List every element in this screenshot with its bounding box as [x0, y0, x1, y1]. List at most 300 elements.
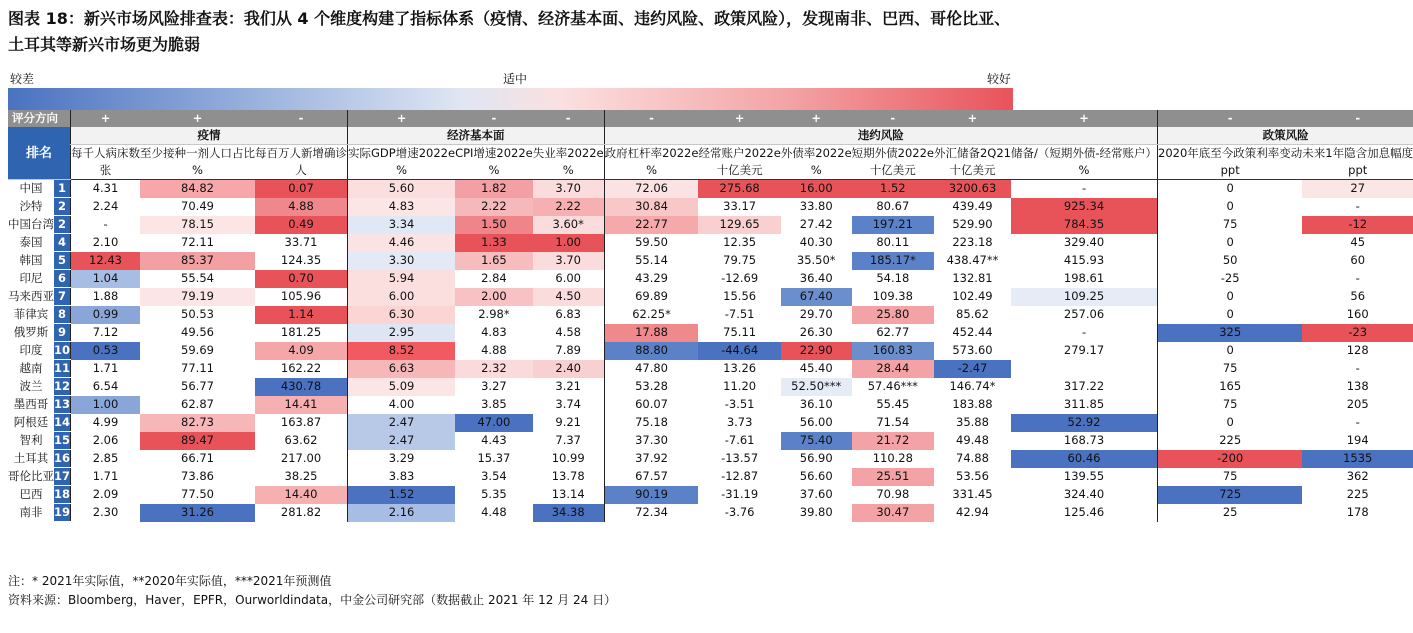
rank-cell: 16	[54, 450, 71, 468]
value-cell: 25	[1158, 504, 1303, 522]
value-cell: 2.16	[348, 504, 456, 522]
value-cell: 4.31	[71, 180, 141, 198]
rank-cell: 12	[54, 378, 71, 396]
value-cell: 62.87	[140, 396, 255, 414]
value-cell: 25.80	[852, 306, 934, 324]
rank-cell: 6	[54, 270, 71, 288]
value-cell: 72.11	[140, 234, 255, 252]
value-cell: -	[71, 216, 141, 234]
value-cell: 331.45	[934, 486, 1011, 504]
value-cell: 7.37	[533, 432, 604, 450]
page-title: 图表 18：新兴市场风险排查表：我们从 4 个维度构建了指标体系（疫情、经济基本面、违约风险、政策风险），发现南非、巴西、哥伦比亚、土耳其等新兴市场更为脆弱	[8, 9, 1011, 54]
value-cell: 82.73	[140, 414, 255, 432]
value-cell: 59.50	[604, 234, 698, 252]
value-cell: 56.60	[781, 468, 852, 486]
value-cell: 0	[1158, 234, 1303, 252]
value-cell: 15.37	[455, 450, 533, 468]
value-cell: -3.76	[698, 504, 780, 522]
value-cell: 28.44	[852, 360, 934, 378]
value-cell: 4.99	[71, 414, 141, 432]
value-cell: 79.19	[140, 288, 255, 306]
table-row	[8, 306, 1413, 324]
column-unit: 十亿美元	[934, 162, 1011, 180]
value-cell: 194	[1302, 432, 1413, 450]
direction-sign: +	[781, 110, 852, 127]
rank-cell: 19	[54, 504, 71, 522]
value-cell: 13.78	[533, 468, 604, 486]
value-cell: 72.34	[604, 504, 698, 522]
value-cell: 4.88	[255, 198, 348, 216]
value-cell: 55.54	[140, 270, 255, 288]
value-cell: 52.50***	[781, 378, 852, 396]
value-cell: 3.74	[533, 396, 604, 414]
value-cell: 109.38	[852, 288, 934, 306]
value-cell: 56.77	[140, 378, 255, 396]
value-cell: 573.60	[934, 342, 1011, 360]
value-cell: 1.33	[455, 234, 533, 252]
value-cell: 125.46	[1011, 504, 1158, 522]
value-cell: 1535	[1302, 450, 1413, 468]
value-cell: 2.95	[348, 324, 456, 342]
direction-sign: +	[698, 110, 780, 127]
value-cell: -7.51	[698, 306, 780, 324]
country-name: 菲律宾	[13, 307, 49, 321]
value-cell: -23	[1302, 324, 1413, 342]
value-cell: 257.06	[1011, 306, 1158, 324]
column-unit: %	[140, 162, 255, 180]
value-cell: 56.00	[781, 414, 852, 432]
direction-sign: +	[140, 110, 255, 127]
value-cell: 2.24	[71, 198, 141, 216]
value-cell: 2.10	[71, 234, 141, 252]
rank-cell: 14	[54, 414, 71, 432]
value-cell: 925.34	[1011, 198, 1158, 216]
value-cell: 4.00	[348, 396, 456, 414]
value-cell: 21.72	[852, 432, 934, 450]
column-unit: %	[1011, 162, 1158, 180]
direction-sign: +	[934, 110, 1011, 127]
value-cell: 22.90	[781, 342, 852, 360]
column-header: 每千人病床数	[71, 146, 141, 160]
value-cell: 3.54	[455, 468, 533, 486]
value-cell: 2.85	[71, 450, 141, 468]
table-row	[8, 288, 1413, 306]
value-cell: 54.18	[852, 270, 934, 288]
value-cell: 3.83	[348, 468, 456, 486]
value-cell: 1.71	[71, 468, 141, 486]
value-cell: 42.94	[934, 504, 1011, 522]
value-cell: 5.60	[348, 180, 456, 198]
value-cell: 4.48	[455, 504, 533, 522]
value-cell: 181.25	[255, 324, 348, 342]
risk-table	[8, 110, 1413, 522]
direction-sign: -	[533, 110, 604, 127]
table-row	[8, 450, 1413, 468]
direction-sign: +	[348, 110, 456, 127]
country-name: 印尼	[19, 271, 43, 285]
value-cell: 0	[1158, 342, 1303, 360]
value-cell: 198.61	[1011, 270, 1158, 288]
value-cell: 49.56	[140, 324, 255, 342]
unit-row	[8, 162, 1413, 180]
value-cell: 2.22	[533, 198, 604, 216]
value-cell: 223.18	[934, 234, 1011, 252]
value-cell: 105.96	[255, 288, 348, 306]
value-cell: 2.47	[348, 414, 456, 432]
country-name: 阿根廷	[13, 415, 49, 429]
table-row	[8, 180, 1413, 198]
table-row	[8, 396, 1413, 414]
group-row	[8, 127, 1413, 145]
value-cell: 37.60	[781, 486, 852, 504]
value-cell: 2.30	[71, 504, 141, 522]
value-cell: 3.27	[455, 378, 533, 396]
value-cell: 3.85	[455, 396, 533, 414]
value-cell: 9.21	[533, 414, 604, 432]
direction-label: 评分方向	[8, 110, 71, 127]
table-row	[8, 504, 1413, 522]
value-cell: 129.65	[698, 216, 780, 234]
value-cell: 4.43	[455, 432, 533, 450]
value-cell: 2.06	[71, 432, 141, 450]
value-cell: 75.11	[698, 324, 780, 342]
value-cell: -	[1302, 360, 1413, 378]
value-cell: 205	[1302, 396, 1413, 414]
value-cell: 14.40	[255, 486, 348, 504]
value-cell: 4.09	[255, 342, 348, 360]
column-header: 每百万人新增确诊	[255, 146, 348, 160]
column-header: CPI增速2022e	[455, 146, 533, 160]
rank-cell: 11	[54, 360, 71, 378]
rank-cell: 8	[54, 306, 71, 324]
value-cell: 47.80	[604, 360, 698, 378]
value-cell: -	[1302, 198, 1413, 216]
value-cell: 4.46	[348, 234, 456, 252]
rank-cell: 9	[54, 324, 71, 342]
value-cell: 138	[1302, 378, 1413, 396]
value-cell: 77.50	[140, 486, 255, 504]
value-cell: 6.54	[71, 378, 141, 396]
value-cell: 45.40	[781, 360, 852, 378]
value-cell: 35.50*	[781, 252, 852, 270]
rank-cell: 18	[54, 486, 71, 504]
value-cell: 225	[1158, 432, 1303, 450]
value-cell: 57.46***	[852, 378, 934, 396]
footnote: 注：* 2021年实际值，**2020年实际值，***2021年预测值	[8, 574, 332, 588]
value-cell: 3.60*	[533, 216, 604, 234]
table-row	[8, 198, 1413, 216]
value-cell: 324.40	[1011, 486, 1158, 504]
value-cell: 5.09	[348, 378, 456, 396]
column-unit: %	[604, 162, 698, 180]
value-cell: 75	[1158, 216, 1303, 234]
value-cell: 2.84	[455, 270, 533, 288]
value-cell: 1.04	[71, 270, 141, 288]
value-cell: 4.58	[533, 324, 604, 342]
value-cell: 160.83	[852, 342, 934, 360]
value-cell: 45	[1302, 234, 1413, 252]
column-header: 未来1年隐含加息幅度	[1302, 146, 1413, 160]
value-cell: 85.37	[140, 252, 255, 270]
value-cell: 69.89	[604, 288, 698, 306]
value-cell: 30.84	[604, 198, 698, 216]
column-header: 储备/（短期外债-经常账户）	[1011, 146, 1158, 160]
value-cell: 3.70	[533, 180, 604, 198]
value-cell: 168.73	[1011, 432, 1158, 450]
value-cell: 3.34	[348, 216, 456, 234]
rank-cell: 2	[54, 198, 71, 216]
value-cell: 3.70	[533, 252, 604, 270]
value-cell: -12.87	[698, 468, 780, 486]
value-cell: 325	[1158, 324, 1303, 342]
value-cell: 35.88	[934, 414, 1011, 432]
value-cell: 75.18	[604, 414, 698, 432]
table-row	[8, 486, 1413, 504]
value-cell: 77.11	[140, 360, 255, 378]
country-name: 越南	[19, 361, 43, 375]
value-cell: -25	[1158, 270, 1303, 288]
column-unit: %	[348, 162, 456, 180]
value-cell: 6.63	[348, 360, 456, 378]
column-header: 经常账户2022e	[698, 146, 781, 160]
value-cell: -	[1302, 270, 1413, 288]
value-cell: 80.11	[852, 234, 934, 252]
value-cell: 2.09	[71, 486, 141, 504]
value-cell: 5.94	[348, 270, 456, 288]
value-cell: -2.47	[934, 360, 1011, 378]
country-name: 韩国	[19, 253, 43, 267]
value-cell: 185.17*	[852, 252, 934, 270]
value-cell: 63.62	[255, 432, 348, 450]
value-cell: 78.15	[140, 216, 255, 234]
value-cell: 56.90	[781, 450, 852, 468]
value-cell: 10.99	[533, 450, 604, 468]
value-cell: 3.21	[533, 378, 604, 396]
value-cell: 160	[1302, 306, 1413, 324]
rank-cell: 1	[54, 180, 71, 198]
country-name: 南非	[19, 505, 43, 519]
value-cell: 183.88	[934, 396, 1011, 414]
value-cell: -31.19	[698, 486, 780, 504]
value-cell: 2.98*	[455, 306, 533, 324]
table-row	[8, 324, 1413, 342]
value-cell: 3200.63	[934, 180, 1011, 198]
value-cell: 15.56	[698, 288, 780, 306]
value-cell: 4.83	[455, 324, 533, 342]
value-cell: 452.44	[934, 324, 1011, 342]
value-cell: 22.77	[604, 216, 698, 234]
value-cell: 37.92	[604, 450, 698, 468]
value-cell: 163.87	[255, 414, 348, 432]
value-cell: 30.47	[852, 504, 934, 522]
rank-cell: 4	[54, 234, 71, 252]
value-cell: 56	[1302, 288, 1413, 306]
value-cell: 53.28	[604, 378, 698, 396]
value-cell: 1.65	[455, 252, 533, 270]
value-cell: 1.14	[255, 306, 348, 324]
value-cell: 66.71	[140, 450, 255, 468]
value-cell: 75	[1158, 468, 1303, 486]
value-cell: 50.53	[140, 306, 255, 324]
country-name: 沙特	[19, 199, 43, 213]
value-cell: 311.85	[1011, 396, 1158, 414]
column-header: 短期外债2022e	[851, 146, 934, 160]
value-cell: 17.88	[604, 324, 698, 342]
value-cell: 7.89	[533, 342, 604, 360]
value-cell: 1.71	[71, 360, 141, 378]
column-header: 政府杠杆率2022e	[604, 146, 699, 160]
column-unit: %	[455, 162, 533, 180]
value-cell: 25.51	[852, 468, 934, 486]
value-cell: 329.40	[1011, 234, 1158, 252]
value-cell: 75.40	[781, 432, 852, 450]
value-cell: 529.90	[934, 216, 1011, 234]
color-scale	[8, 70, 1013, 110]
country-name: 波兰	[19, 379, 43, 393]
value-cell: 90.19	[604, 486, 698, 504]
value-cell: 75	[1158, 396, 1303, 414]
value-cell: 14.41	[255, 396, 348, 414]
rank-cell: 2	[54, 216, 71, 234]
column-header: 2020年底至今政策利率变动	[1158, 146, 1303, 160]
value-cell: 0	[1158, 198, 1303, 216]
value-cell: 85.62	[934, 306, 1011, 324]
value-cell: 0	[1158, 180, 1303, 198]
column-unit: ppt	[1158, 162, 1303, 180]
value-cell: 39.80	[781, 504, 852, 522]
value-cell: 317.22	[1011, 378, 1158, 396]
table-row	[8, 252, 1413, 270]
value-cell: 275.68	[698, 180, 780, 198]
value-cell: 38.25	[255, 468, 348, 486]
value-cell: 2.22	[455, 198, 533, 216]
country-name: 哥伦比亚	[8, 469, 54, 483]
direction-row	[8, 110, 1413, 127]
value-cell: 29.70	[781, 306, 852, 324]
value-cell: 34.38	[533, 504, 604, 522]
direction-sign: -	[604, 110, 698, 127]
value-cell: 13.26	[698, 360, 780, 378]
value-cell: 60.07	[604, 396, 698, 414]
value-cell: 1.88	[71, 288, 141, 306]
column-header: 实际GDP增速2022e	[348, 146, 456, 160]
value-cell: 0.53	[71, 342, 141, 360]
value-cell: 8.52	[348, 342, 456, 360]
value-cell: 84.82	[140, 180, 255, 198]
value-cell: 11.20	[698, 378, 780, 396]
value-cell: 0.07	[255, 180, 348, 198]
value-cell: 47.00	[455, 414, 533, 432]
value-cell: 3.29	[348, 450, 456, 468]
scale-right-label: 较好	[986, 72, 1011, 86]
value-cell: 102.49	[934, 288, 1011, 306]
value-cell: -	[1011, 180, 1158, 198]
value-cell: 79.75	[698, 252, 780, 270]
value-cell: 70.49	[140, 198, 255, 216]
table-row	[8, 342, 1413, 360]
value-cell: 60	[1302, 252, 1413, 270]
value-cell: -44.64	[698, 342, 780, 360]
value-cell: 33.80	[781, 198, 852, 216]
value-cell: 5.35	[455, 486, 533, 504]
column-unit: ppt	[1302, 162, 1413, 180]
table-row	[8, 360, 1413, 378]
rank-cell: 5	[54, 252, 71, 270]
value-cell: 725	[1158, 486, 1303, 504]
value-cell: 43.29	[604, 270, 698, 288]
value-cell: 59.69	[140, 342, 255, 360]
value-cell: 6.00	[533, 270, 604, 288]
direction-sign: -	[852, 110, 934, 127]
value-cell: 33.71	[255, 234, 348, 252]
country-name: 俄罗斯	[13, 325, 49, 339]
value-cell: -7.61	[698, 432, 780, 450]
country-name: 印度	[19, 343, 43, 357]
column-unit: 张	[71, 162, 141, 180]
value-cell: 89.47	[140, 432, 255, 450]
scale-left-label: 较差	[10, 72, 35, 86]
country-name: 中国	[19, 181, 43, 196]
value-cell: 139.55	[1011, 468, 1158, 486]
value-cell: 50	[1158, 252, 1303, 270]
value-cell: 6.83	[533, 306, 604, 324]
scale-mid-label: 适中	[503, 72, 528, 86]
value-cell: 6.30	[348, 306, 456, 324]
table-row	[8, 378, 1413, 396]
value-cell: 1.00	[71, 396, 141, 414]
value-cell: 279.17	[1011, 342, 1158, 360]
value-cell: 197.21	[852, 216, 934, 234]
value-cell: 124.35	[255, 252, 348, 270]
country-name: 泰国	[19, 235, 43, 249]
scale-gradient-bar	[8, 88, 1013, 110]
value-cell: -12	[1302, 216, 1413, 234]
value-cell: 165	[1158, 378, 1303, 396]
direction-sign: -	[455, 110, 533, 127]
table-row	[8, 270, 1413, 288]
country-name: 中国台湾	[8, 217, 54, 231]
source-line: 资料来源：Bloomberg，Haver，EPFR，Ourworldindata，中金公司研究部（数据截止 2021 年 12 月 24 日）	[8, 593, 617, 607]
value-cell: 0.49	[255, 216, 348, 234]
value-cell: 62.25*	[604, 306, 698, 324]
value-cell: 55.14	[604, 252, 698, 270]
column-unit: %	[781, 162, 852, 180]
table-row	[8, 216, 1413, 234]
value-cell: 73.86	[140, 468, 255, 486]
value-cell: 110.28	[852, 450, 934, 468]
column-unit: 十亿美元	[698, 162, 780, 180]
column-header: 外债率2022e	[780, 146, 852, 160]
group-default: 违约风险	[604, 127, 1157, 145]
value-cell: 0.99	[71, 306, 141, 324]
value-cell: 62.77	[852, 324, 934, 342]
rank-cell: 17	[54, 468, 71, 486]
value-cell: 74.88	[934, 450, 1011, 468]
value-cell: 37.30	[604, 432, 698, 450]
group-economy: 经济基本面	[348, 127, 605, 145]
value-cell: 88.80	[604, 342, 698, 360]
value-cell: 27.42	[781, 216, 852, 234]
value-cell: 362	[1302, 468, 1413, 486]
country-name: 巴西	[19, 487, 43, 501]
value-cell: 31.26	[140, 504, 255, 522]
value-cell: -3.51	[698, 396, 780, 414]
value-cell: 146.74*	[934, 378, 1011, 396]
value-cell: 1.50	[455, 216, 533, 234]
value-cell: 438.47**	[934, 252, 1011, 270]
value-cell: 430.78	[255, 378, 348, 396]
rank-cell: 7	[54, 288, 71, 306]
